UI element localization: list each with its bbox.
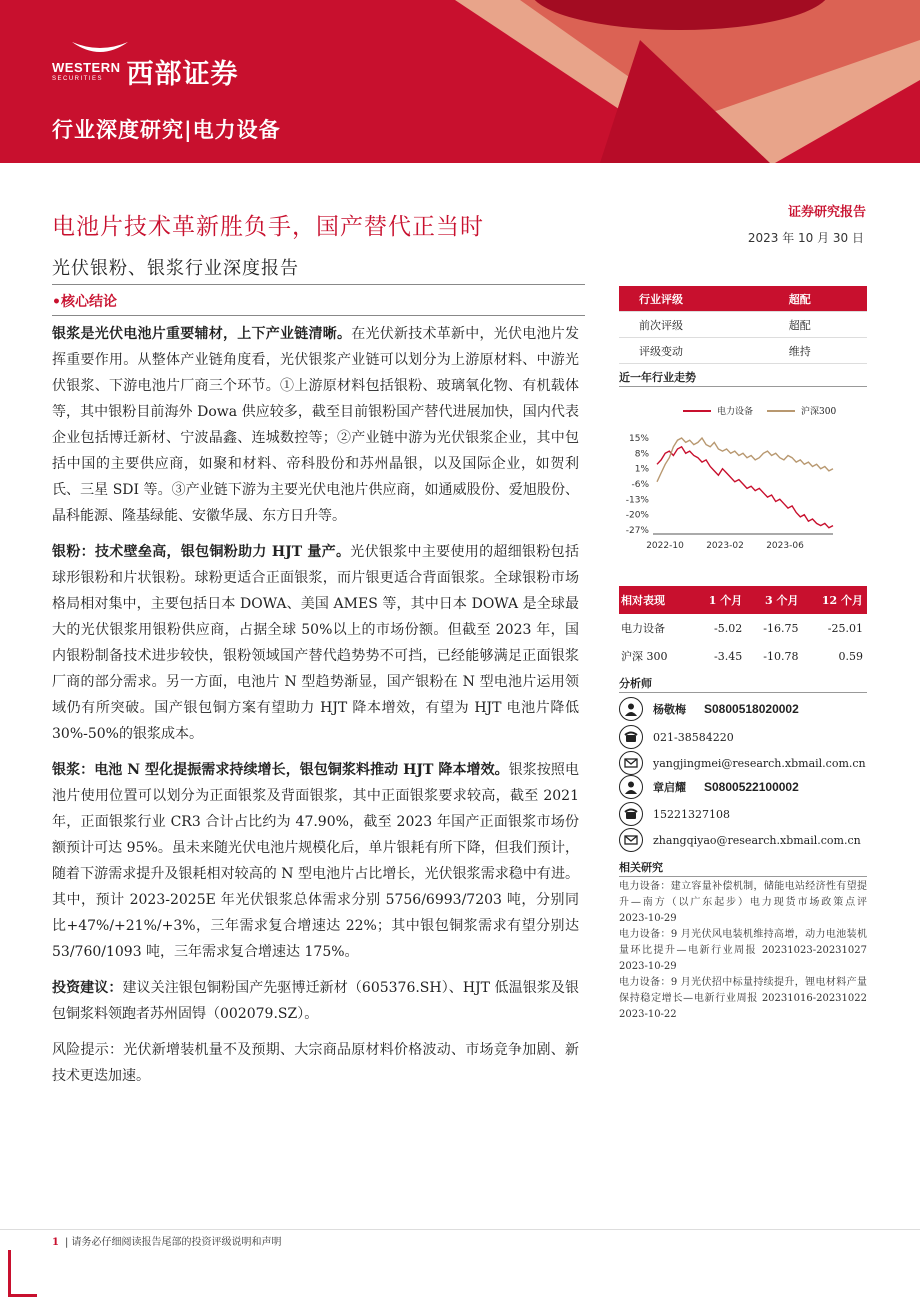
paragraph: 银粉：技术壁垒高，银包铜粉助力 HJT 量产。光伏银浆中主要使用的超细银粉包括球形银粉和片状银粉。球粉更适合正面银浆，而片银更适合背面银浆。全球银粉市场格局相对集中，主要包括日本 DOWA、美国 AMES 等，其中日本 DOWA 是全球最大的光伏银浆用银粉供应商，占据全球 50%以上的市场份额。但截至 2023 年，国内银粉制备技术进步较快，银粉领域国产替代趋势势不可挡，已经能够满足正面银浆厂商的部分需求。另一方面，电池片 N 型趋势渐显，国产银粉在 N 型电池片运用领域仍有所突破。国产银包铜方案有望助力 HJT 降本增效，有望为 HJT 电池片降低 30%-50%的银浆成本。 bbox=[52, 544, 579, 742]
divider bbox=[619, 386, 867, 387]
y-tick-label: -13% bbox=[625, 495, 649, 506]
table-row: 相对表现 1 个月 3 个月 12 个月 bbox=[619, 586, 867, 614]
core-conclusion-body bbox=[52, 321, 579, 1099]
table-row: 电力设备 -5.02 -16.75 -25.01 bbox=[621, 621, 863, 635]
report-date: 2023 年 10 月 30 日 bbox=[747, 231, 864, 245]
x-tick-label: 2023-06 bbox=[766, 541, 804, 551]
y-tick-label: -6% bbox=[631, 480, 649, 490]
analyst-title: 分析师 bbox=[619, 677, 652, 690]
analyst-email-row[interactable]: zhangqiyao@research.xbmail.com.cn bbox=[619, 829, 861, 851]
divider bbox=[619, 876, 867, 877]
paragraph: 风险提示：光伏新增装机量不及预期、大宗商品原材料价格波动、市场竞争加剧、新技术更迭加速。 bbox=[52, 1042, 579, 1084]
divider bbox=[0, 1229, 920, 1230]
person-icon bbox=[619, 775, 643, 799]
related-list bbox=[619, 879, 877, 1023]
series-line bbox=[657, 447, 833, 528]
phone-icon bbox=[619, 725, 643, 749]
analyst-phone-row: 021-38584220 bbox=[619, 726, 734, 748]
divider bbox=[52, 284, 585, 285]
doc-type: 行业深度研究|电力设备 bbox=[52, 117, 281, 142]
section-heading: •核心结论 bbox=[52, 294, 117, 310]
paragraph: 投资建议：建议关注银包铜粉国产先驱博迁新材（605376.SH）、HJT 低温银浆及银包铜浆料领跑者苏州固锝（002079.SZ）。 bbox=[52, 980, 579, 1022]
paragraph: 银浆：电池 N 型化提振需求持续增长，银包铜浆料推动 HJT 降本增效。银浆按照电池片使用位置可以划分为正面银浆及背面银浆，其中正面银浆要求较高，截至 2021 年，正面银浆行业 CR3 合计占比约为 47.90%，截至 2023 年国产正面银浆市场份额预计可达 95%。虽未来随光伏电池片规模化后，单片银耗有所下降，但我们预计，随着下游需求提升及银耗相对较高的 N 型电池片占比增长，光伏银浆需求稳中有进。其中，预计 2023-2025E 年光伏银浆总体需求分别 5756/6993/7203 吨，分别同比+47%/+21%/+3%，三年需求复合增速达 22%；其中银包铜浆需求有望分别达 53/760/1093 吨，三年需求复合增速达 175%。 bbox=[52, 762, 580, 960]
divider bbox=[52, 315, 585, 316]
analyst-email-row[interactable]: yangjingmei@research.xbmail.com.cn bbox=[619, 752, 866, 774]
table-row: 评级变动 维持 bbox=[619, 338, 867, 364]
performance-table bbox=[619, 586, 867, 670]
y-tick-label: 1% bbox=[634, 464, 649, 475]
analyst-name-row: 杨敬梅 S0800518020002 bbox=[619, 698, 799, 720]
y-tick-label: -20% bbox=[625, 510, 649, 521]
rating-table bbox=[619, 286, 867, 364]
related-item[interactable]: 电力设备：9 月光伏招中标量持续提升，锂电材料产量保持稳定增长—电新行业周报 20231016-20231022 2023-10-22 bbox=[619, 977, 877, 1020]
logo-cn: 西部证券 bbox=[126, 59, 239, 90]
logo-en: WESTERN SECURITIES bbox=[52, 60, 121, 82]
logo bbox=[52, 52, 239, 91]
x-tick-label: 2023-02 bbox=[706, 541, 744, 551]
y-tick-label: 8% bbox=[634, 449, 649, 460]
y-tick-label: -27% bbox=[625, 526, 649, 536]
divider bbox=[619, 692, 867, 693]
analyst-phone-row: 15221327108 bbox=[619, 803, 730, 825]
report-title: 电池片技术革新胜负手，国产替代正当时 bbox=[52, 214, 484, 240]
trend-title: 近一年行业走势 bbox=[619, 371, 696, 384]
person-icon bbox=[619, 697, 643, 721]
trend-chart bbox=[619, 398, 867, 553]
related-item[interactable]: 电力设备：9 月光伏风电装机维持高增，动力电池装机量环比提升—电新行业周报 20231023-20231027 2023-10-29 bbox=[619, 929, 877, 972]
analyst-name-row: 章启耀 S0800522100002 bbox=[619, 776, 799, 798]
y-tick-label: 15% bbox=[628, 434, 649, 444]
table-row: 行业评级 超配 bbox=[619, 286, 867, 312]
table-row: 沪深 300 -3.45 -10.78 0.59 bbox=[621, 649, 863, 663]
phone-icon bbox=[619, 802, 643, 826]
table-row: 前次评级 超配 bbox=[619, 312, 867, 338]
mail-icon bbox=[619, 828, 643, 852]
related-item[interactable]: 电力设备：建立容量补偿机制，储能电站经济性有望提升—南方（以广东起步）电力现货市场政策点评 2023-10-29 bbox=[619, 881, 877, 924]
header-banner bbox=[0, 0, 920, 163]
logo-horn-icon bbox=[70, 40, 130, 54]
paragraph: 银浆是光伏电池片重要辅材，上下产业链清晰。在光伏新技术革新中，光伏电池片发挥重要作用。从整体产业链角度看，光伏银浆产业链可以划分为上游原材料、中游光伏银浆、下游电池片厂商三个环节。①上游原材料包括银粉、玻璃氧化物、有机载体等，其中银粉目前海外 Dowa 供应较多，截至目前银粉国产替代进展加快，国内代表企业包括博迁新材、宁波晶鑫、连城数控等；②产业链中游为光伏银浆企业，其中包括中国的主要供应商，如聚和材料、帝科股份和苏州晶银，以及国际企业，如贺利氏、三星 SDI 等。③产业链下游为主要光伏电池片供应商，如通威股份、爱旭股份、晶科能源、隆基绿能、安徽华晟、东方日升等。 bbox=[52, 326, 579, 524]
mail-icon bbox=[619, 751, 643, 775]
x-tick-label: 2022-10 bbox=[646, 541, 684, 551]
series-line bbox=[657, 438, 833, 482]
footer: 1 | 请务必仔细阅读报告尾部的投资评级说明和声明 bbox=[52, 1237, 282, 1248]
report-subtitle: 光伏银粉、银浆行业深度报告 bbox=[52, 258, 299, 279]
related-title: 相关研究 bbox=[619, 861, 663, 874]
chart-legend: 电力设备 沪深300 bbox=[683, 404, 836, 417]
corner-mark bbox=[8, 1250, 37, 1297]
report-label: 证券研究报告 bbox=[787, 205, 866, 220]
